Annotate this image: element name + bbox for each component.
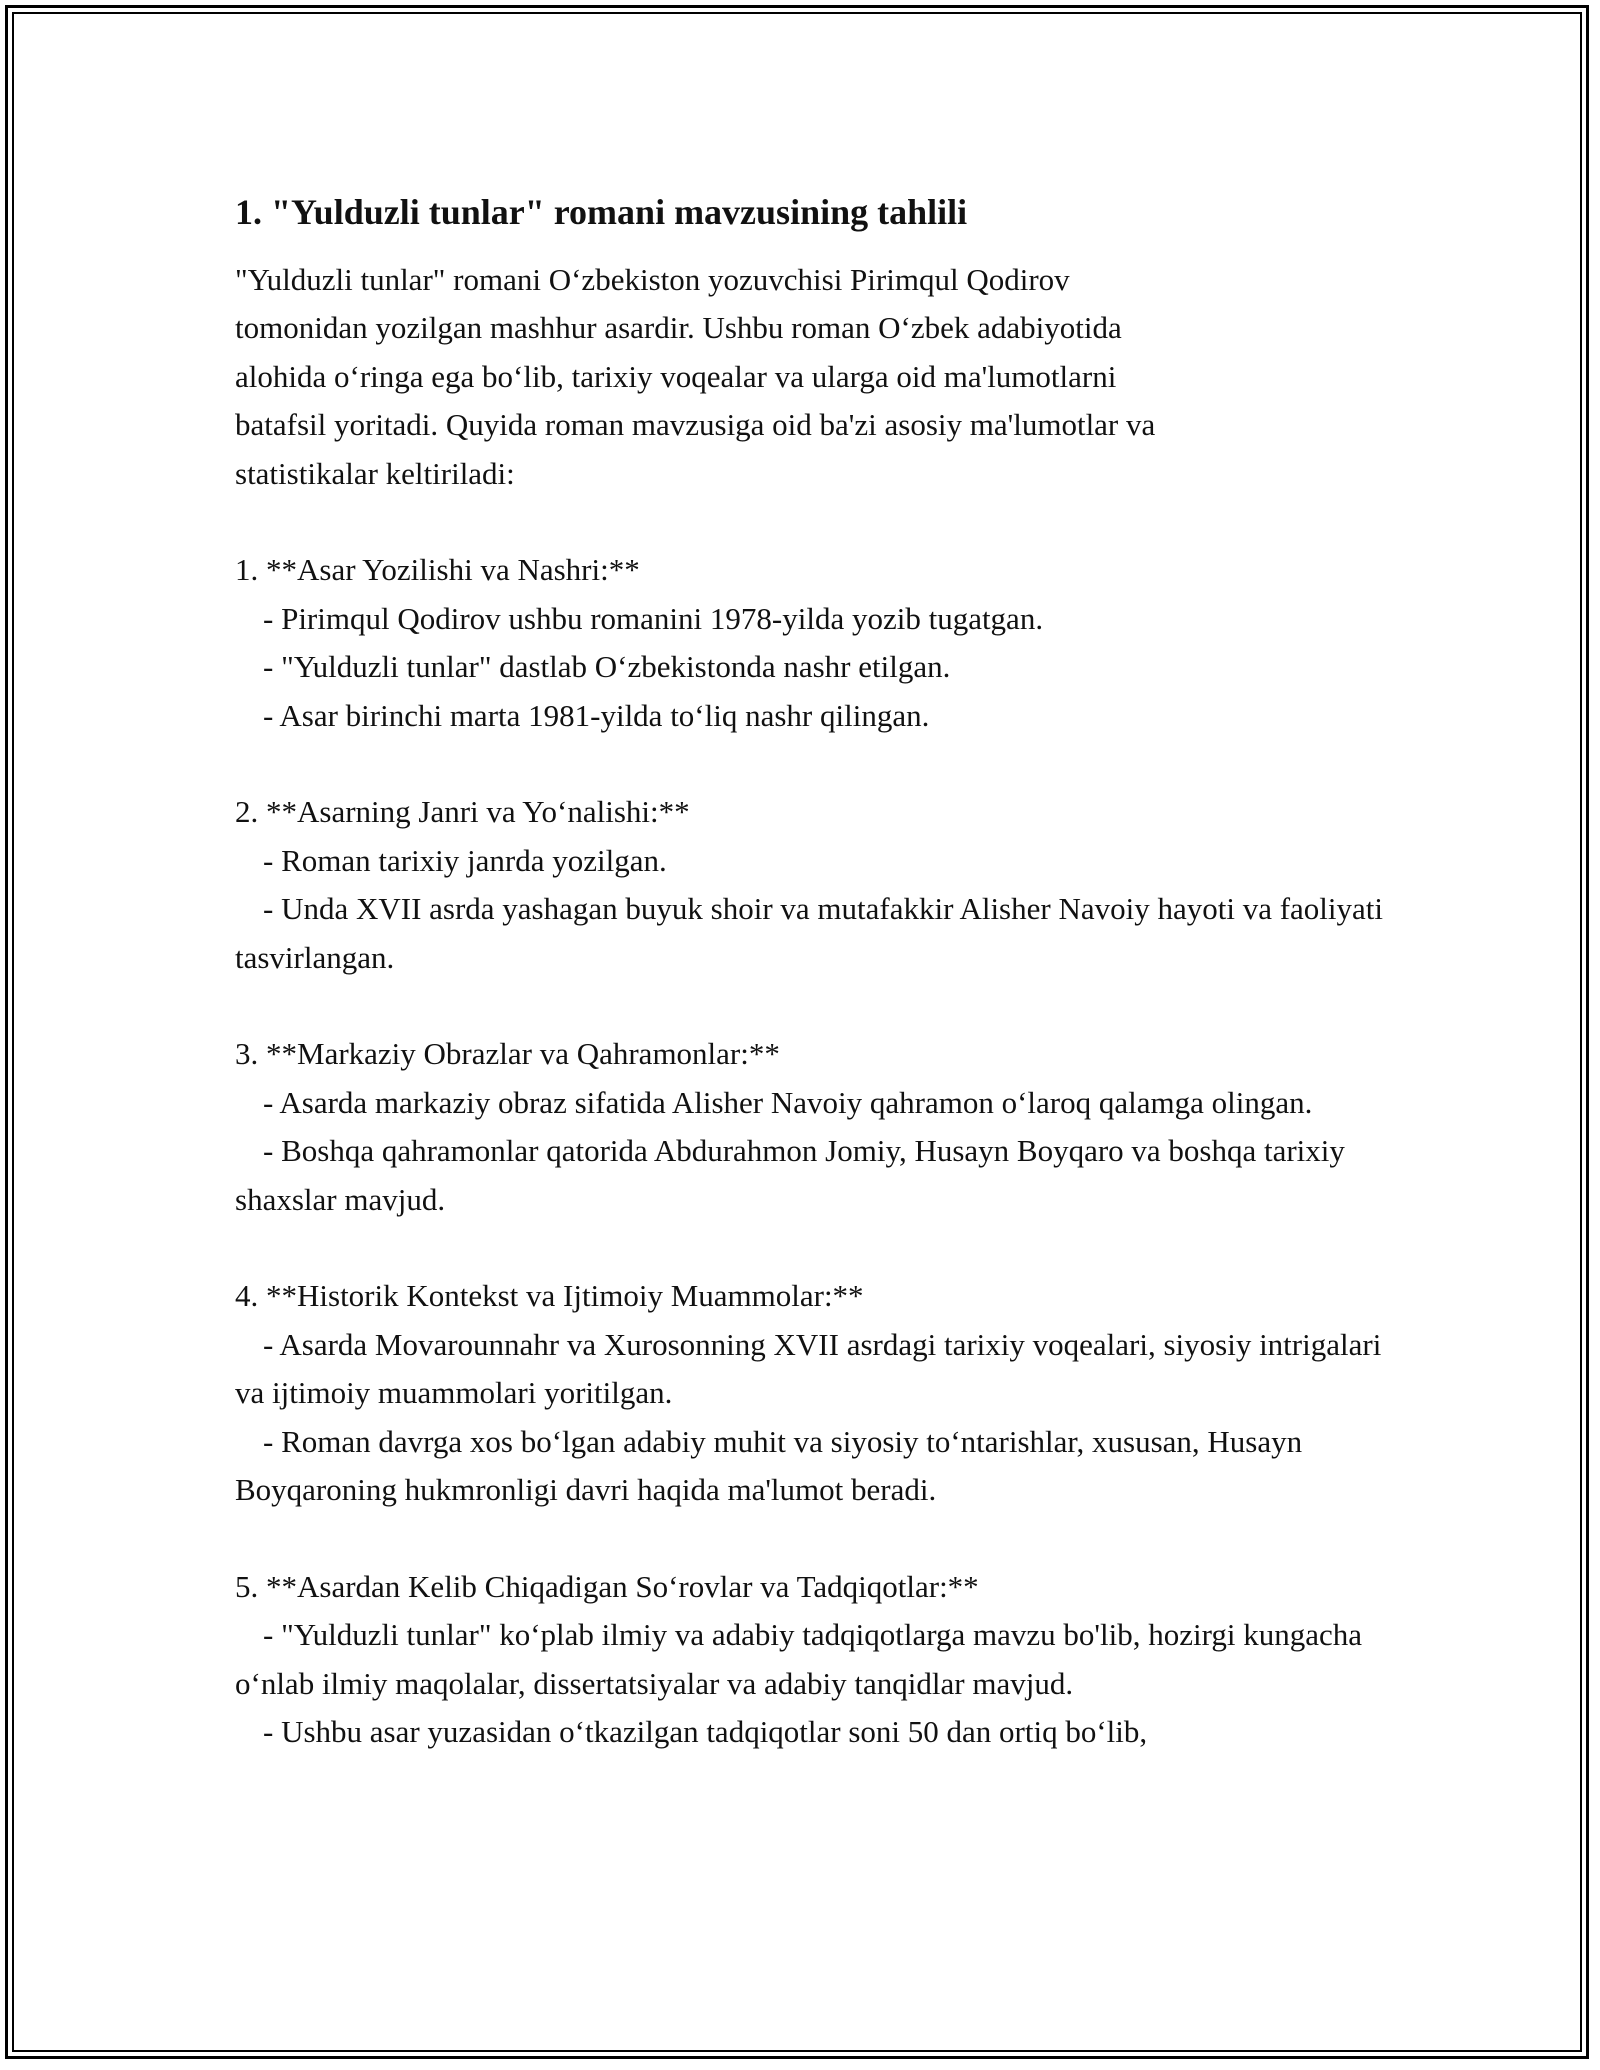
bullet-item: - Asarda Movarounnahr va Xurosonning XVII asrdagi tarixiy voqealari, siyosiy intrigalari va ijtimoiy muammolari yoritilgan. (235, 1326, 1382, 1411)
document-heading: 1. "Yulduzli tunlar" romani mavzusining tahlili (235, 192, 968, 232)
intro-line: statistikalar keltiriladi: (235, 455, 515, 491)
intro-line: batafsil yoritadi. Quyida roman mavzusiga oid ba'zi asosiy ma'lumotlar va (235, 407, 1156, 443)
bullet-item: - Roman tarixiy janrda yozilgan. (263, 842, 667, 878)
bullet-item: - Pirimqul Qodirov ushbu romanini 1978-yilda yozib tugatgan. (263, 600, 1044, 636)
bullet-item: - "Yulduzli tunlar" ko‘plab ilmiy va adabiy tadqiqotlarga mavzu bo'lib, hozirgi kungacha o‘nlab ilmiy maqolalar, dissertatsiyalar va adabiy tanqidlar mavjud. (235, 1617, 1362, 1701)
intro-line: alohida o‘ringa ega bo‘lib, tarixiy voqealar va ularga oid ma'lumotlarni (235, 358, 1117, 394)
section-title: 3. **Markaziy Obrazlar va Qahramonlar:** (235, 1036, 780, 1072)
section-research (235, 1563, 1385, 1757)
bullet-item: - Boshqa qahramonlar qatorida Abdurahmon Jomiy, Husayn Boyqaro va boshqa tarixiy shaxslar mavjud. (235, 1133, 1345, 1217)
bullet-item: - Roman davrga xos bo‘lgan adabiy muhit va siyosiy to‘ntarishlar, xususan, Husayn Boyqaroning hukmronligi davri haqida ma'lumot beradi. (235, 1423, 1303, 1508)
section-title: 2. **Asarning Janri va Yo‘nalishi:** (235, 794, 690, 830)
bullet-item: - Asarda markaziy obraz sifatida Alisher Navoiy qahramon o‘laroq qalamga olingan. (263, 1084, 1313, 1120)
intro-paragraph (235, 256, 1385, 498)
intro-line: tomonidan yozilgan mashhur asardir. Ushbu roman O‘zbek adabiyotida (235, 310, 1122, 346)
section-title: 4. **Historik Kontekst va Ijtimoiy Muammolar:** (235, 1278, 864, 1314)
section-title: 1. **Asar Yozilishi va Nashri:** (235, 552, 640, 588)
bullet-item: - "Yulduzli tunlar" dastlab O‘zbekistonda nashr etilgan. (263, 649, 951, 685)
section-writing-and-publication (235, 546, 1385, 740)
section-historical-context (235, 1272, 1385, 1514)
document-body (235, 188, 1385, 1757)
section-genre (235, 788, 1385, 982)
bullet-item: - Unda XVII asrda yashagan buyuk shoir va mutafakkir Alisher Navoiy hayoti va faoliyati tasvirlangan. (235, 891, 1383, 975)
bullet-item: - Ushbu asar yuzasidan o‘tkazilgan tadqiqotlar soni 50 dan ortiq bo‘lib, (263, 1714, 1148, 1750)
section-title: 5. **Asardan Kelib Chiqadigan So‘rovlar va Tadqiqotlar:** (235, 1568, 979, 1604)
bullet-item: - Asar birinchi marta 1981-yilda to‘liq nashr qilingan. (263, 697, 930, 733)
intro-line: "Yulduzli tunlar" romani O‘zbekiston yozuvchisi Pirimqul Qodirov (235, 262, 1070, 297)
section-characters (235, 1030, 1385, 1224)
